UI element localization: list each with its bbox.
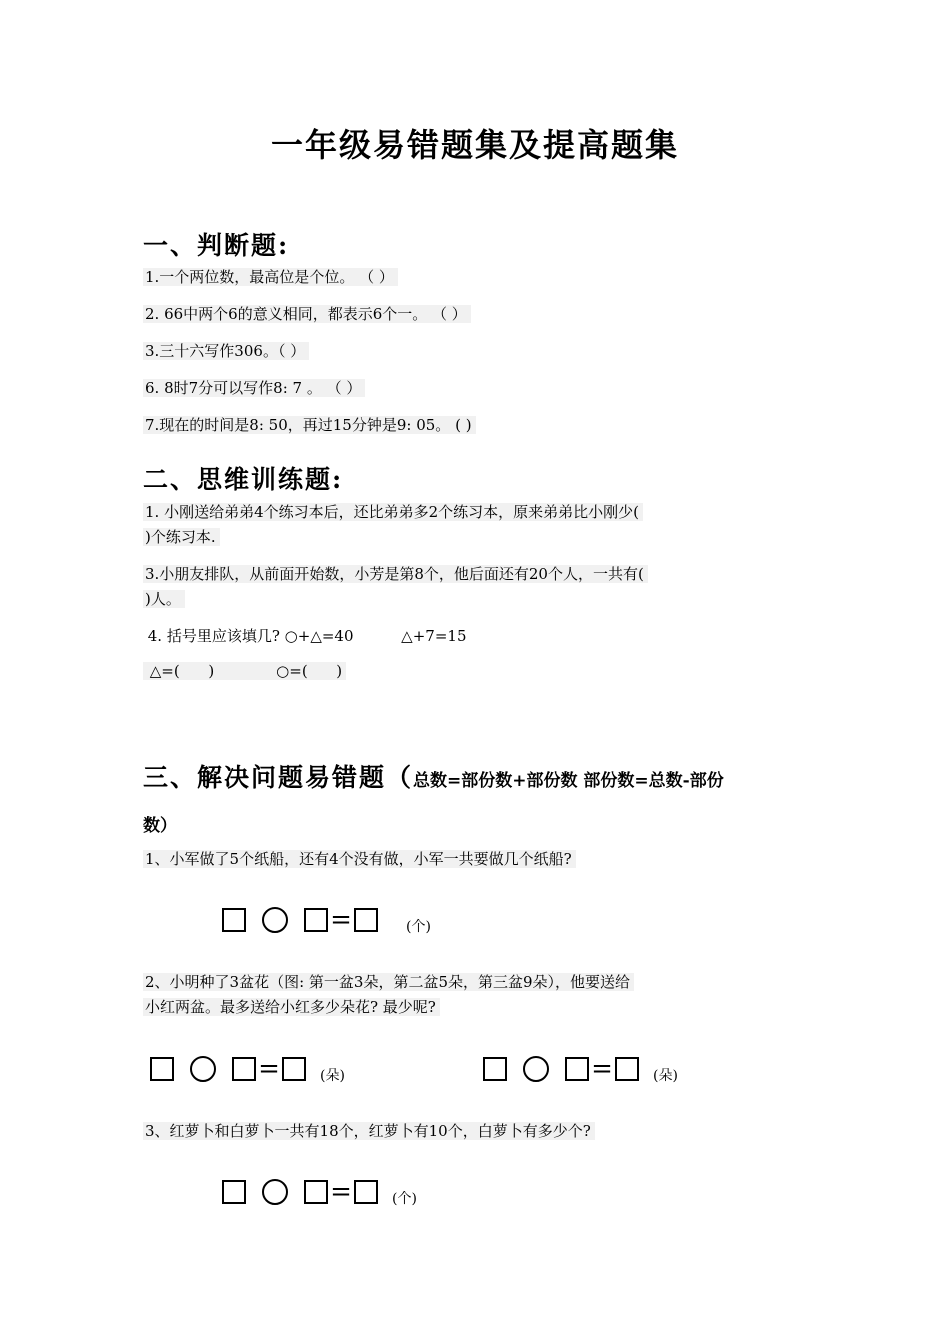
operator-circle[interactable] bbox=[523, 1056, 549, 1082]
judgment-item-3: 3.三十六写作306。（ ） bbox=[143, 340, 309, 362]
answer-box[interactable] bbox=[282, 1057, 306, 1081]
answer-box[interactable] bbox=[222, 1180, 246, 1204]
operator-circle[interactable] bbox=[262, 1179, 288, 1205]
unit-label: (个) bbox=[392, 1191, 417, 1207]
word-problem-1: 1、小军做了5个纸船，还有4个没有做，小军一共要做几个纸船? bbox=[143, 848, 576, 870]
operator-circle[interactable] bbox=[262, 907, 288, 933]
equals-sign: = bbox=[591, 1054, 613, 1084]
thinking-q3-line2: )人。 bbox=[143, 588, 185, 610]
equation-template-3 bbox=[222, 1177, 417, 1207]
answer-box[interactable] bbox=[565, 1057, 589, 1081]
answer-box[interactable] bbox=[354, 1180, 378, 1204]
judgment-item-1: 1.一个两位数，最高位是个位。 （ ） bbox=[143, 266, 398, 288]
answer-box[interactable] bbox=[483, 1057, 507, 1081]
operator-circle[interactable] bbox=[190, 1056, 216, 1082]
judgment-item-2: 2. 66中两个6的意义相同，都表示6个一。 （ ） bbox=[143, 303, 471, 325]
thinking-q4-line2: △=( ) ○=( ) bbox=[143, 660, 346, 682]
equals-sign: = bbox=[258, 1054, 280, 1084]
equals-sign: = bbox=[330, 1177, 352, 1207]
judgment-item-6: 6. 8时7分可以写作8: 7 。 （ ） bbox=[143, 377, 365, 399]
thinking-q1-line1: 1. 小刚送给弟弟4个练习本后，还比弟弟多2个练习本，原来弟弟比小刚少( bbox=[143, 501, 643, 523]
answer-box[interactable] bbox=[304, 908, 328, 932]
section-heading-judgment: 一、判断题: bbox=[143, 231, 290, 260]
unit-label: (个) bbox=[406, 919, 431, 935]
answer-box[interactable] bbox=[150, 1057, 174, 1081]
equation-template-2a bbox=[150, 1054, 345, 1084]
unit-label: (朵) bbox=[320, 1068, 345, 1084]
word-problem-2-line1: 2、小明种了3盆花（图: 第一盆3朵，第二盆5朵，第三盆9朵），他要送给 bbox=[143, 971, 634, 993]
unit-label: (朵) bbox=[653, 1068, 678, 1084]
section-heading-word-problems-tail: 数） bbox=[143, 816, 177, 836]
section-heading-thinking: 二、思维训练题: bbox=[143, 465, 344, 494]
thinking-q3-line1: 3.小朋友排队，从前面开始数，小芳是第8个，他后面还有20个人，一共有( bbox=[143, 563, 648, 585]
word-problem-3: 3、红萝卜和白萝卜一共有18个，红萝卜有10个，白萝卜有多少个? bbox=[143, 1120, 595, 1142]
answer-box[interactable] bbox=[615, 1057, 639, 1081]
answer-box[interactable] bbox=[354, 908, 378, 932]
page-title: 一年级易错题集及提高题集 bbox=[270, 126, 679, 164]
equals-sign: = bbox=[330, 905, 352, 935]
thinking-q4-line1: 4. 括号里应该填几? ○+△=40 △+7=15 bbox=[143, 627, 467, 645]
equation-template-2b bbox=[483, 1054, 678, 1084]
answer-box[interactable] bbox=[232, 1057, 256, 1081]
answer-box[interactable] bbox=[222, 908, 246, 932]
section-heading-word-problems: 三、解决问题易错题（总数=部份数+部份数 部份数=总数-部份 bbox=[143, 763, 724, 792]
word-problem-2-line2: 小红两盆。最多送给小红多少朵花? 最少呢? bbox=[143, 996, 440, 1018]
equation-template-1 bbox=[222, 905, 431, 935]
thinking-q1-line2: )个练习本. bbox=[143, 526, 220, 548]
answer-box[interactable] bbox=[304, 1180, 328, 1204]
judgment-item-7: 7.现在的时间是8: 50，再过15分钟是9: 05。 ( ) bbox=[143, 414, 476, 436]
